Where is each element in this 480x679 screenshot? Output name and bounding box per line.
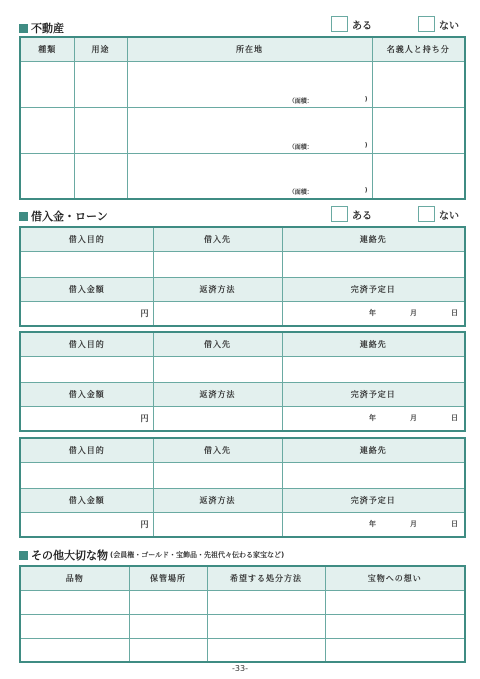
loan-amount-cell[interactable] [20, 512, 153, 537]
area-note [289, 142, 368, 151]
realestate-location-cell[interactable] [127, 153, 372, 199]
valuables-disposal-cell[interactable] [207, 614, 325, 638]
valuables-disposal-cell[interactable] [207, 590, 325, 614]
valuables-storage-cell[interactable] [129, 590, 207, 614]
valuables-feelings-cell[interactable] [325, 590, 465, 614]
section-square-icon [19, 24, 28, 33]
realestate-location-cell[interactable] [127, 107, 372, 153]
loan-no-option[interactable] [418, 206, 459, 222]
loan-purpose-cell[interactable] [20, 251, 153, 277]
valuables-item-cell[interactable] [20, 638, 129, 662]
loan-amount-header: 借入金額 [20, 277, 153, 301]
month-unit: 月 [410, 520, 417, 529]
realestate-owner-cell[interactable] [372, 107, 465, 153]
realestate-header-use: 用途 [74, 37, 127, 61]
realestate-type-cell[interactable] [20, 61, 74, 107]
loan-amount-header: 借入金額 [20, 488, 153, 512]
year-unit: 年 [369, 309, 376, 318]
loan-yes-checkbox[interactable] [331, 206, 348, 222]
loan-purpose-cell[interactable] [20, 356, 153, 382]
yen-unit: 円 [140, 308, 149, 318]
valuables-heading [19, 547, 284, 563]
loan-repayment-cell[interactable] [153, 512, 282, 537]
section-square-icon [19, 212, 28, 221]
realestate-no-label: ない [439, 20, 459, 32]
loan-title: 借入金・ローン [31, 210, 108, 223]
section-square-icon [19, 551, 28, 560]
valuables-row [20, 614, 465, 638]
page-number: -33- [232, 664, 248, 673]
loan-purpose-cell[interactable] [20, 462, 153, 488]
area-close: ) [364, 141, 368, 149]
loan-completion-cell[interactable] [282, 512, 465, 537]
loan-amount-header: 借入金額 [20, 382, 153, 406]
loan-completion-cell[interactable] [282, 406, 465, 431]
realestate-row [20, 153, 465, 199]
loan-lender-header: 借入先 [153, 438, 282, 462]
valuables-header-disposal: 希望する処分方法 [207, 566, 325, 590]
loan-repayment-header: 返済方法 [153, 488, 282, 512]
loan-completion-cell[interactable] [282, 301, 465, 326]
valuables-header-storage: 保管場所 [129, 566, 207, 590]
realestate-use-cell[interactable] [74, 107, 127, 153]
loan-lender-cell[interactable] [153, 251, 282, 277]
day-unit: 日 [451, 520, 458, 529]
realestate-heading [19, 20, 64, 36]
area-note [289, 96, 368, 105]
loan-no-label: ない [439, 210, 459, 222]
realestate-title: 不動産 [31, 22, 64, 35]
realestate-header-owner: 名義人と持ち分 [372, 37, 465, 61]
day-unit: 日 [451, 414, 458, 423]
loan-lender-header: 借入先 [153, 227, 282, 251]
area-label: （面積： [288, 189, 313, 196]
loan-contact-cell[interactable] [282, 462, 465, 488]
year-unit: 年 [369, 520, 376, 529]
area-close: ) [364, 95, 368, 103]
loan-yes-option[interactable] [331, 206, 372, 222]
loan-contact-header: 連絡先 [282, 438, 465, 462]
valuables-title: その他大切な物 [31, 549, 108, 562]
realestate-header-location: 所在地 [127, 37, 372, 61]
loan-repayment-header: 返済方法 [153, 382, 282, 406]
realestate-no-checkbox[interactable] [418, 16, 435, 32]
loan-contact-cell[interactable] [282, 356, 465, 382]
loan-block [19, 331, 466, 432]
realestate-yes-checkbox[interactable] [331, 16, 348, 32]
loan-amount-cell[interactable] [20, 301, 153, 326]
valuables-row [20, 590, 465, 614]
realestate-use-cell[interactable] [74, 61, 127, 107]
loan-purpose-header: 借入目的 [20, 438, 153, 462]
realestate-type-cell[interactable] [20, 153, 74, 199]
realestate-row [20, 61, 465, 107]
valuables-storage-cell[interactable] [129, 638, 207, 662]
loan-completion-header: 完済予定日 [282, 488, 465, 512]
valuables-feelings-cell[interactable] [325, 638, 465, 662]
loan-block [19, 226, 466, 327]
loan-purpose-header: 借入目的 [20, 227, 153, 251]
realestate-no-option[interactable] [418, 16, 459, 32]
valuables-item-cell[interactable] [20, 590, 129, 614]
loan-lender-cell[interactable] [153, 356, 282, 382]
realestate-type-cell[interactable] [20, 107, 74, 153]
realestate-yes-label: ある [352, 20, 372, 32]
realestate-use-cell[interactable] [74, 153, 127, 199]
area-note [289, 187, 368, 196]
realestate-owner-cell[interactable] [372, 153, 465, 199]
realestate-row [20, 107, 465, 153]
loan-completion-header: 完済予定日 [282, 277, 465, 301]
valuables-item-cell[interactable] [20, 614, 129, 638]
loan-yes-label: ある [352, 210, 372, 222]
loan-repayment-header: 返済方法 [153, 277, 282, 301]
yen-unit: 円 [140, 413, 149, 423]
valuables-note: (会員権・ゴールド・宝飾品・先祖代々伝わる家宝など) [110, 551, 285, 559]
area-label: （面積： [288, 143, 313, 151]
year-unit: 年 [369, 414, 376, 423]
valuables-header-feelings: 宝物への想い [325, 566, 465, 590]
valuables-storage-cell[interactable] [129, 614, 207, 638]
area-close: ) [364, 187, 368, 194]
realestate-location-cell[interactable] [127, 61, 372, 107]
loan-contact-cell[interactable] [282, 251, 465, 277]
realestate-owner-cell[interactable] [372, 61, 465, 107]
loan-completion-header: 完済予定日 [282, 382, 465, 406]
month-unit: 月 [410, 414, 417, 423]
yen-unit: 円 [140, 519, 149, 529]
loan-repayment-cell[interactable] [153, 406, 282, 431]
day-unit: 日 [451, 309, 458, 318]
realestate-header-type: 種類 [20, 37, 74, 61]
valuables-header-item: 品物 [20, 566, 129, 590]
valuables-table [19, 565, 466, 663]
valuables-disposal-cell[interactable] [207, 638, 325, 662]
month-unit: 月 [410, 309, 417, 318]
area-label: （面積： [288, 97, 313, 105]
loan-lender-cell[interactable] [153, 462, 282, 488]
loan-purpose-header: 借入目的 [20, 332, 153, 356]
loan-contact-header: 連絡先 [282, 332, 465, 356]
loan-no-checkbox[interactable] [418, 206, 435, 222]
loan-amount-cell[interactable] [20, 406, 153, 431]
valuables-feelings-cell[interactable] [325, 614, 465, 638]
realestate-table [19, 36, 466, 200]
loan-lender-header: 借入先 [153, 332, 282, 356]
loan-repayment-cell[interactable] [153, 301, 282, 326]
loan-block [19, 437, 466, 538]
valuables-row [20, 638, 465, 662]
loan-heading [19, 208, 108, 224]
loan-contact-header: 連絡先 [282, 227, 465, 251]
realestate-yes-option[interactable] [331, 16, 372, 32]
